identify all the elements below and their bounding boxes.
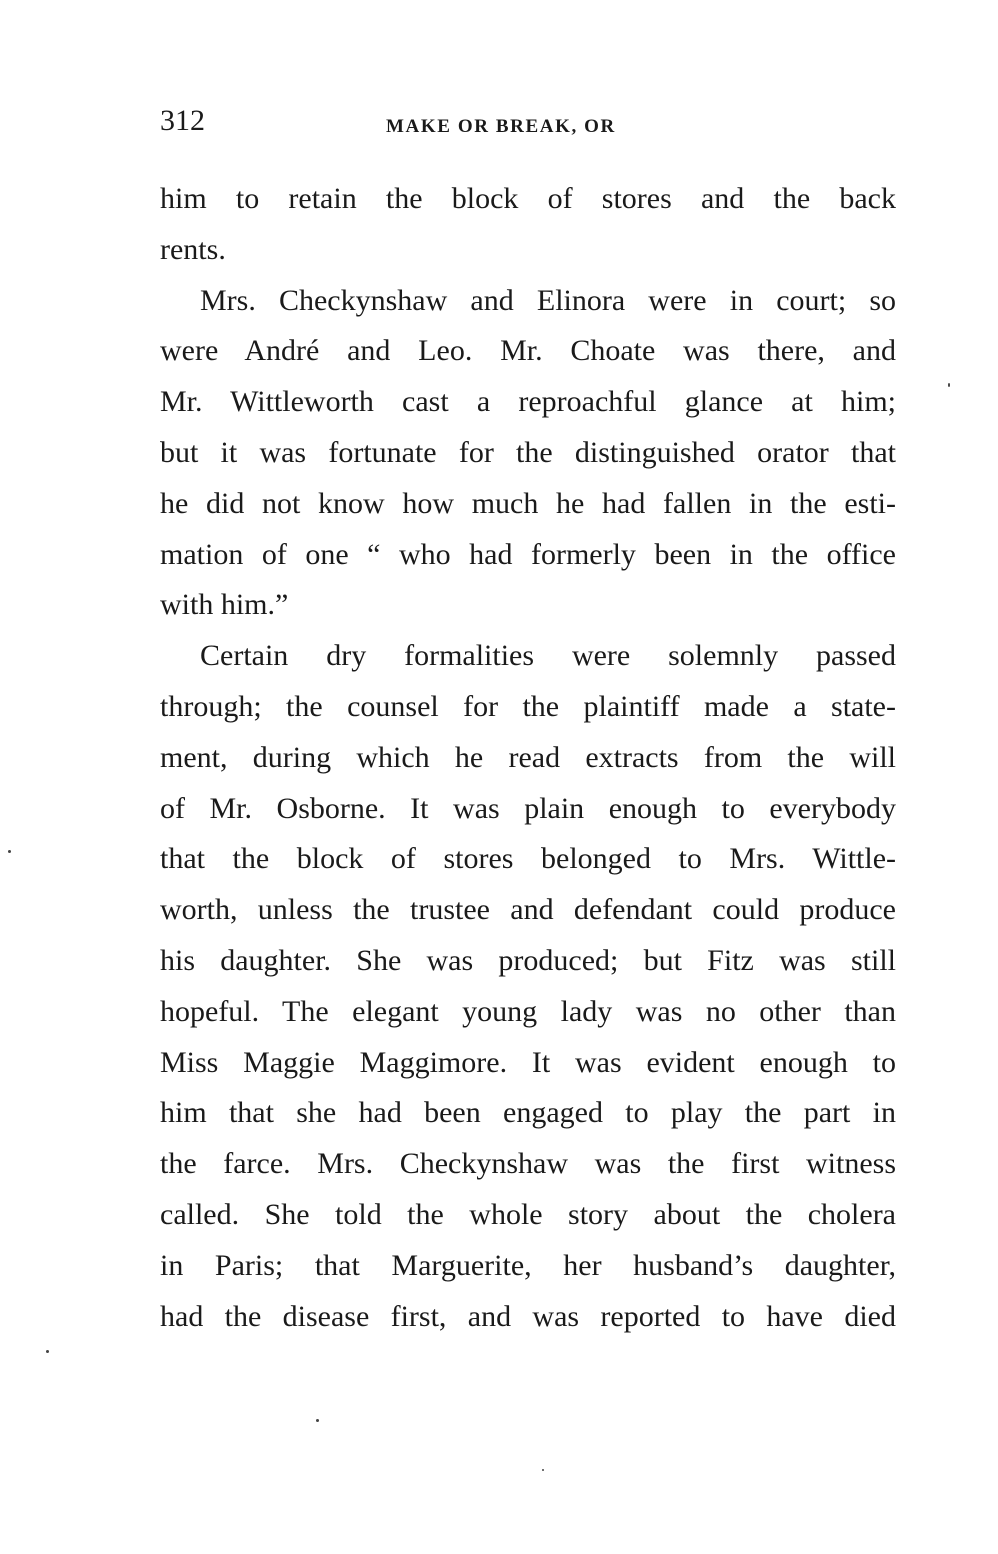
text-line: him to retain the block of stores and the back (160, 182, 896, 215)
text-line: that the block of stores belonged to Mrs. Wittle- (160, 842, 896, 876)
text-line: he did not know how much he had fallen in the esti- (160, 486, 896, 520)
text-line: Certain dry formalities were solemnly passed (200, 639, 896, 673)
text-line: in Paris; that Marguerite, her husband’s daughter, (160, 1248, 896, 1282)
text-line: mation of one “ who had formerly been in the office (160, 537, 896, 571)
body-text (160, 174, 896, 1342)
running-head: MAKE OR BREAK, OR (386, 116, 616, 137)
text-line: rents. (160, 232, 226, 266)
paragraph-1 (160, 174, 896, 276)
text-line: the farce. Mrs. Checkynshaw was the first witness (160, 1147, 896, 1181)
scan-speck (542, 1469, 544, 1471)
text-line: Miss Maggie Maggimore. It was evident enough to (160, 1045, 896, 1079)
text-line: through; the counsel for the plaintiff made a state- (160, 689, 896, 723)
paragraph-3 (160, 631, 896, 1342)
text-line: ment, during which he read extracts from the will (160, 740, 896, 774)
text-line: had the disease first, and was reported to have died (160, 1299, 896, 1333)
text-line: called. She told the whole story about the cholera (160, 1197, 896, 1231)
text-line: hopeful. The elegant young lady was no other than (160, 994, 896, 1028)
page-number: 312 (160, 104, 205, 137)
scan-speck (8, 850, 11, 853)
paragraph-2 (160, 276, 896, 632)
text-line: worth, unless the trustee and defendant could produce (160, 893, 896, 927)
text-line: were André and Leo. Mr. Choate was there, and (160, 334, 896, 368)
scan-speck (948, 383, 950, 387)
text-line: but it was fortunate for the distinguished orator that (160, 435, 896, 469)
text-line: of Mr. Osborne. It was plain enough to everybody (160, 791, 896, 825)
text-line: him that she had been engaged to play the part in (160, 1096, 896, 1130)
text-line: Mr. Wittleworth cast a reproachful glance at him; (160, 385, 896, 419)
scan-speck (316, 1419, 319, 1422)
text-line: his daughter. She was produced; but Fitz was still (160, 943, 896, 977)
text-line: with him.” (160, 588, 289, 622)
text-line: Mrs. Checkynshaw and Elinora were in court; so (200, 283, 896, 317)
page-header (160, 104, 900, 148)
scan-speck (46, 1350, 49, 1353)
